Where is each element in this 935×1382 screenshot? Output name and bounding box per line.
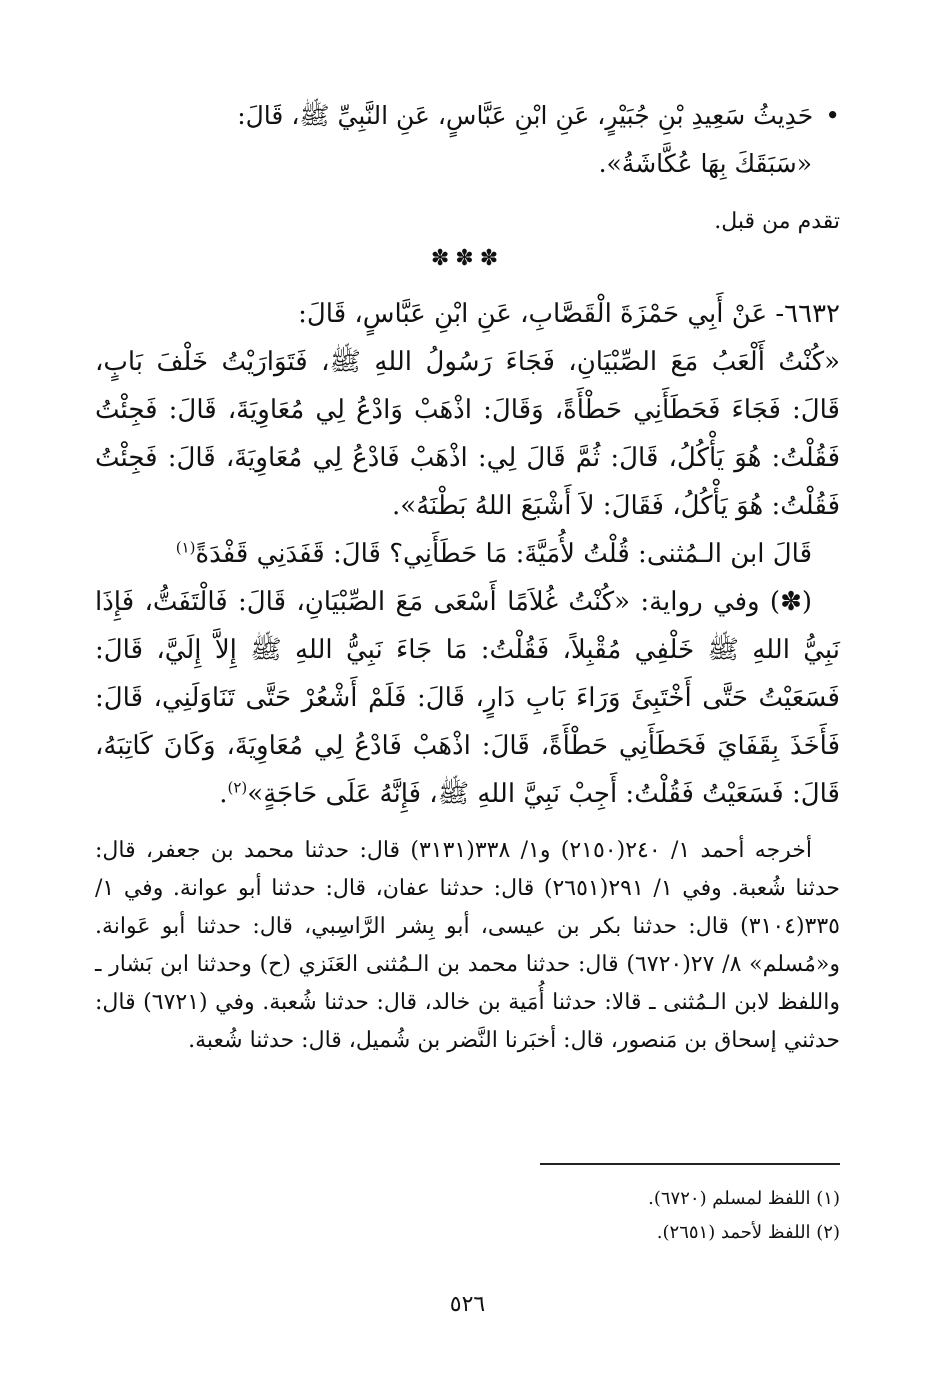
riwaya-end: . [219, 779, 228, 809]
footnote-1: (١) اللفظ لمسلم (٦٧٢٠). [648, 1188, 840, 1209]
bullet-icon: • [825, 101, 840, 130]
section-separator: ✽✽✽ [430, 246, 505, 271]
riwaya-text: (✽) وفي رواية: «كُنْتُ غُلاَمًا أَسْعَى مَعَ الصِّبْيَانِ، قَالَ: فَالْتَفَتُّ، فَإِذَا نَبِيُّ اللهِ ﷺ خَلْفِي مُقْبِلاً، فَقُلْتُ: مَا جَاءَ نَبِيُّ اللهِ ﷺ إِلاَّ إِلَيَّ، قَالَ: فَسَعَيْتُ حَتَّى أَخْتَبِئَ وَرَاءَ بَابِ دَارٍ، قَالَ: فَلَمْ أَشْعُرْ حَتَّى تَنَاوَلَنِي، قَالَ: فَأَخَذَ بِقَفَايَ فَحَطَأَنِي حَطْأَةً، قَالَ: اذْهَبْ فَادْعُ لِي مُعَاوِيَةَ، وَكَانَ كَاتِبَهُ، قَالَ: فَسَعَيْتُ فَقُلْتُ: أَجِبْ نَبِيَّ اللهِ ﷺ، فَإِنَّهُ عَلَى حَاجَةٍ» [95, 587, 840, 809]
hadith-intro-line1: حَدِيثُ سَعِيدِ بْنِ جُبَيْرٍ، عَنِ ابْنِ عَبَّاسٍ، عَنِ النَّبِيِّ ﷺ، قَالَ: [237, 101, 814, 130]
hadith-intro [95, 92, 840, 188]
footnotes [95, 1182, 840, 1250]
takhrij-section [95, 832, 840, 1060]
footnote-2: (٢) اللفظ لأحمد (٢٦٥١). [656, 1222, 840, 1243]
ibn-muthanna-note [95, 530, 840, 578]
hadith-main [95, 290, 840, 818]
footnote-divider [540, 1163, 840, 1165]
takhrij-text: أخرجه أحمد ١/ ٢٤٠(٢١٥٠) و١/ ٣٣٨(٣١٣١) قال: حدثنا محمد بن جعفر، قال: حدثنا شُعبة. وفي ١/ ٢٩١(٢٦٥١) قال: حدثنا عفان، قال: حدثنا أبو عوانة. وفي ١/ ٣٣٥(٣١٠٤) قال: حدثنا بكر بن عيسى، أبو بِشر الرَّاسِبي، قال: حدثنا أبو عَوانة. و«مُسلم» ٨/ ٢٧(٦٧٢٠) قال: حدثنا محمد بن الـمُثنى العَنَزي (ح) وحدثنا ابن بَشار ـ واللفظ لابن الـمُثنى ـ قالا: حدثنا أُمَية بن خالد، قال: حدثنا شُعبة. وفي (٦٧٢١) قال: حدثني إسحاق بن مَنصور، قال: أخبَرنا النَّضر بن شُميل، قال: حدثنا شُعبة. [95, 838, 841, 1053]
ibn-muthanna-text: قَالَ ابن الـمُثنى: قُلْتُ لأُمَيَّةَ: مَا حَطَأَنِي؟ قَالَ: قَفَدَنِي قَفْدَةً [195, 539, 812, 569]
note-before: تقدم من قبل. [714, 209, 840, 234]
hadith-heading: ٦٦٣٢- عَنْ أَبِي حَمْزَةَ الْقَصَّابِ، عَنِ ابْنِ عَبَّاسٍ، قَالَ: [298, 299, 840, 329]
hadith-body: «كُنْتُ أَلْعَبُ مَعَ الصِّبْيَانِ، فَجَاءَ رَسُولُ اللهِ ﷺ، فَتَوَارَيْتُ خَلْفَ بَابٍ، قَالَ: فَجَاءَ فَحَطَأَنِي حَطْأَةً، وَقَالَ: اذْهَبْ وَادْعُ لِي مُعَاوِيَةَ، قَالَ: فَجِئْتُ فَقُلْتُ: هُوَ يَأْكُلُ، قَالَ: ثُمَّ قَالَ لِي: اذْهَبْ فَادْعُ لِي مُعَاوِيَةَ، قَالَ: فَجِئْتُ فَقُلْتُ: هُوَ يَأْكُلُ، فَقَالَ: لاَ أَشْبَعَ اللهُ بَطْنَهُ». [95, 347, 841, 521]
page-number: ٥٢٦ [449, 1292, 486, 1317]
hadith-intro-line2: «سَبَقَكَ بِهَا عُكَّاشَةُ». [598, 149, 812, 178]
footnote-ref-1: (١) [175, 538, 196, 557]
riwaya-paragraph [95, 578, 840, 818]
footnote-ref-2: (٢) [227, 778, 248, 797]
